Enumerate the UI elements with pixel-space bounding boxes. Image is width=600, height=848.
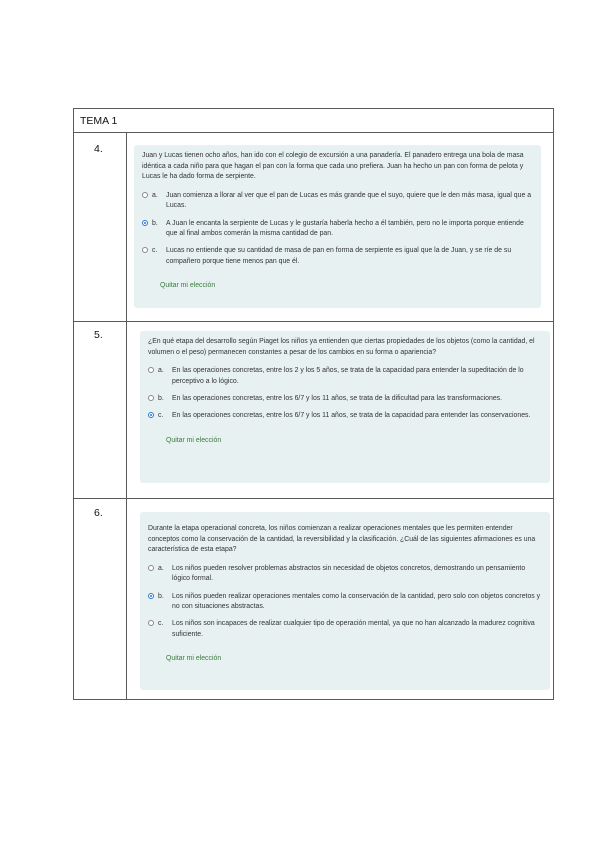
radio-button-selected[interactable] [142,220,148,226]
question-card [140,512,550,690]
radio-button[interactable] [142,192,148,198]
option-letter: b. [152,219,158,227]
option-letter: a. [158,367,164,375]
option-text: En las operaciones concretas, entre los 6/7 y los 11 años, se trata de la capacidad para entender las conservaciones. [172,412,531,420]
radio-button[interactable] [142,247,148,253]
answer-option-a[interactable] [142,191,533,212]
question-stem: ¿En qué etapa del desarrollo según Piaget los niños ya entienden que ciertas propiedades de los objetos (como la cantidad, el volumen o el peso) permanecen constantes a pesar de los cambios en su forma o apariencia? [148,338,535,356]
option-text: Los niños pueden resolver problemas abstractos sin necesidad de objetos concretos, demostrando un pensamiento lógico formal. [172,564,526,583]
table-title: TEMA 1 [80,115,118,127]
option-text: Juan comienza a llorar al ver que el pan de Lucas es más grande que el suyo, quiere que le den más masa, igual que a Lucas. [166,191,532,210]
option-text: Los niños son incapaces de realizar cualquier tipo de operación mental, ya que no han alcanzado la madurez cognitiva suficiente. [172,620,535,638]
table-column-divider [126,133,127,699]
question-card [134,145,541,308]
question-number: 4. [94,143,103,155]
question-card [140,331,550,483]
radio-button-selected[interactable] [148,412,154,418]
option-text: En las operaciones concretas, entre los 2 y los 5 años, se trata de la capacidad para entender la supeditación de lo perceptivo a lo lógico. [172,367,524,385]
radio-button-selected[interactable] [148,593,154,599]
option-letter: c. [152,247,158,255]
option-letter: b. [158,592,164,600]
answer-option-c[interactable] [148,619,542,640]
option-letter: c. [158,620,164,628]
answer-option-c[interactable] [148,411,542,421]
radio-button[interactable] [148,395,154,401]
option-letter: c. [158,412,164,420]
question-stem: Durante la etapa operacional concreta, los niños comienzan a realizar operaciones mentales que les permiten entender conceptos como la conservación de la cantidad, la reversibilidad y la clasificación. ¿Cuál de las siguientes afirmaciones es una característica de esta etapa? [148,525,536,554]
answer-option-b[interactable] [142,219,533,240]
clear-choice-link[interactable]: Quitar mi elección [166,436,222,444]
option-text: En las operaciones concretas, entre los 6/7 y los 11 años, se trata de la dificultad para las transformaciones. [172,395,503,402]
option-text: Los niños pueden realizar operaciones mentales como la conservación de la cantidad, pero solo con objetos concretos y no con situaciones abstractas. [172,592,541,610]
option-text: Lucas no entiende que su cantidad de masa de pan en forma de serpiente es igual que la de Juan, y se ríe de su compañero porque tiene menos pan que él. [166,247,512,265]
clear-choice-link[interactable]: Quitar mi elección [166,655,222,663]
option-letter: a. [152,191,158,199]
radio-button[interactable] [148,620,154,626]
option-letter: a. [158,564,164,572]
radio-button[interactable] [148,367,154,373]
radio-button[interactable] [148,565,154,571]
answer-option-a[interactable] [148,366,542,387]
option-text: A Juan le encanta la serpiente de Lucas y le gustaría haberla hecho a él también, pero no le importa porque entiende que al final ambos comerán la misma cantidad de pan. [166,219,524,237]
question-number: 6. [94,507,103,519]
table-divider [74,321,553,322]
question-stem: Juan y Lucas tienen ocho años, han ido con el colegio de excursión a una panadería. El panadero entrega una bola de masa idéntica a cada niño para que hagan el pan con la forma que cada uno prefiera. Juan ha hecho un pan con forma de pelota y Lucas le ha dado forma de serpiente. [142,152,524,181]
answer-option-a[interactable] [148,564,542,585]
answer-option-b[interactable] [148,394,542,404]
option-letter: b. [158,395,164,402]
answer-option-b[interactable] [148,592,542,613]
question-number: 5. [94,329,103,341]
clear-choice-link[interactable]: Quitar mi elección [160,282,216,290]
document-table [73,108,554,700]
answer-option-c[interactable] [142,246,533,267]
table-divider [74,498,553,499]
table-divider [74,132,553,133]
